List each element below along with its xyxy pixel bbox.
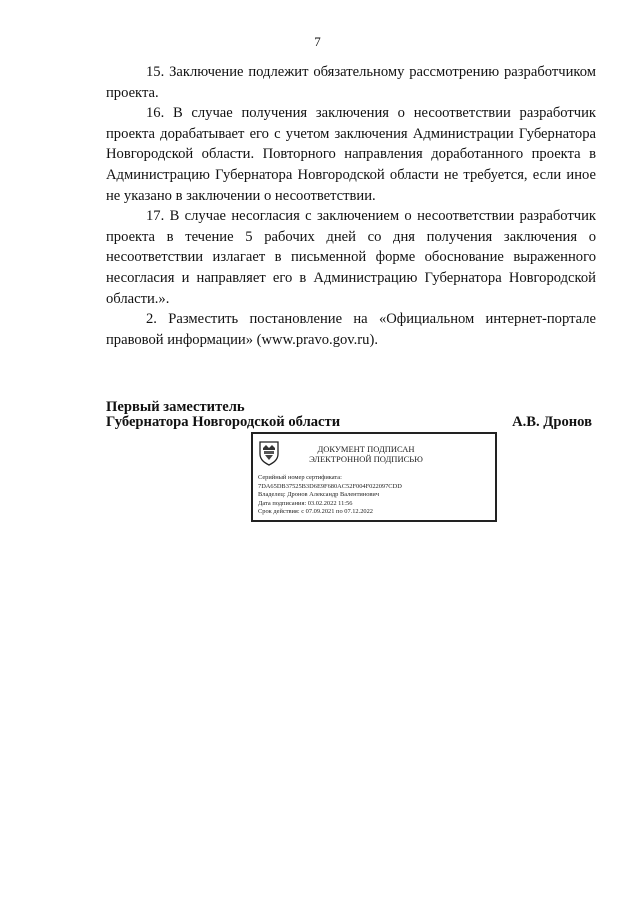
paragraph-16: 16. В случае получения заключения о несоответствии разработчик проекта дорабатывает его с учетом заключения Администрации Губернатора Новгородской области. Повторного направления доработанного проекта в Администрацию Губернатора Новгородской области не требуется, если иное не указано в заключении о несоответствии.: [106, 105, 596, 204]
certificate-owner: Владелец: Дронов Александр Валентинович: [258, 491, 380, 499]
signing-date: Дата подписания: 03.02.2022 11:56: [258, 499, 353, 507]
certificate-serial-label: Серийный номер сертификата:: [258, 474, 342, 481]
paragraph-15: 15. Заключение подлежит обязательному рассмотрению разработчиком проекта.: [106, 64, 596, 101]
coat-of-arms-icon: [258, 440, 280, 466]
signature-block: [106, 400, 596, 430]
signatory-position-line1: Первый заместитель: [106, 399, 245, 415]
signatory-name: А.В. Дронов: [512, 414, 592, 430]
signatory-position-line2: Губернатора Новгородской области: [106, 414, 341, 430]
page-number: 7: [314, 34, 321, 49]
paragraph-2: 2. Разместить постановление на «Официальном интернет-портале правовой информации» (www.pravo.gov.ru).: [106, 311, 596, 348]
document-body: [106, 62, 596, 350]
paragraph-17: 17. В случае несогласия с заключением о несоответствии разработчик проекта в течение 5 рабочих дней со дня получения заключения о несоответствии излагает в письменной форме обоснование выраженного несогласия и направляет его в Администрацию Губернатора Новгородской области.».: [106, 208, 596, 307]
certificate-validity: Срок действия: с 07.09.2021 по 07.12.2022: [258, 508, 374, 516]
stamp-title-line1: ДОКУМЕНТ ПОДПИСАН: [317, 444, 415, 454]
stamp-title-line2: ЭЛЕКТРОННОЙ ПОДПИСЬЮ: [309, 454, 423, 464]
stamp-title: [291, 444, 441, 464]
electronic-signature-stamp: [251, 432, 497, 522]
certificate-serial-number: 7DA65DB37525B3D6E9F680AC52F004F022097CDD: [258, 482, 402, 490]
stamp-details: [258, 474, 494, 517]
